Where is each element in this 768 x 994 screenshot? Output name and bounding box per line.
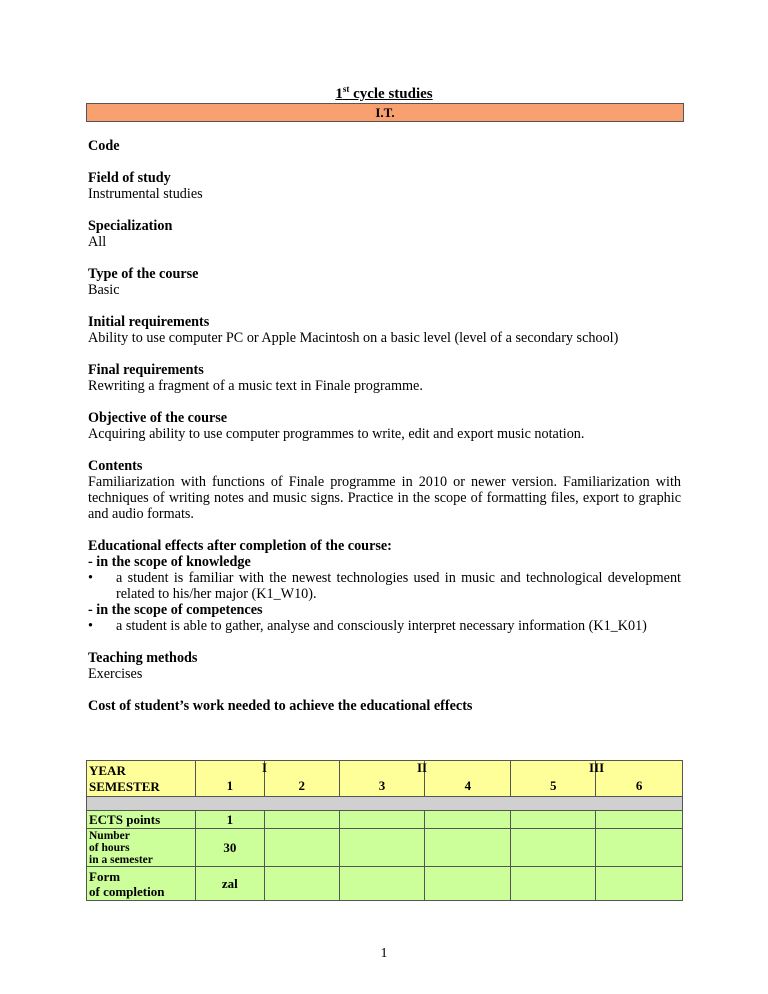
effects-section (88, 538, 681, 634)
separator-row (87, 797, 683, 811)
code-section (88, 138, 681, 154)
row-label: Number of hours in a semester (87, 829, 196, 867)
objective-heading: Objective of the course (88, 410, 228, 426)
methods-section (88, 650, 681, 682)
page-number: 1 (380, 946, 388, 961)
semester-cell: 6 (596, 761, 683, 797)
row-label: Form of completion (87, 867, 196, 901)
semester-cell: 1 (195, 761, 264, 797)
contents-section (88, 458, 681, 522)
semester-cell: 3 (339, 761, 425, 797)
table-cell (264, 811, 339, 829)
competences-heading: - in the scope of competences (88, 602, 263, 618)
table-cell: zal (195, 867, 264, 901)
knowledge-bullet (88, 570, 681, 602)
contents-heading: Contents (88, 458, 143, 474)
table-cell (596, 829, 683, 867)
cost-section (88, 698, 681, 714)
page-title: 1st cycle studies (335, 84, 433, 102)
table-row (87, 867, 683, 901)
bullet-icon: • (88, 618, 93, 634)
semester-cell: 4 (425, 761, 511, 797)
semester-cell: 2 (264, 761, 339, 797)
document-body (88, 138, 681, 730)
table-cell (511, 829, 596, 867)
bullet-icon: • (88, 570, 93, 586)
semester-label: SEMESTER (89, 778, 160, 794)
type-heading: Type of the course (88, 266, 199, 282)
objective-section (88, 410, 681, 442)
subject-banner: I.T. (86, 103, 684, 122)
row-label: ECTS points (87, 811, 196, 829)
final-heading: Final requirements (88, 362, 204, 378)
initial-text: Ability to use computer PC or Apple Macintosh on a basic level (level of a secondary school) (88, 330, 619, 346)
specialization-heading: Specialization (88, 218, 173, 234)
effects-heading: Educational effects after completion of the course: (88, 538, 392, 554)
table-cell (264, 829, 339, 867)
final-text: Rewriting a fragment of a music text in Finale programme. (88, 378, 423, 394)
year-label-ii: II (417, 760, 428, 775)
initial-heading: Initial requirements (88, 314, 210, 330)
methods-heading: Teaching methods (88, 650, 198, 666)
contents-text: Familiarization with functions of Finale programme in 2010 or newer version. Familiarization with techniques of writing notes and music signs. Practice in the scope of formatting files, export to graphic and audio formats. (88, 474, 681, 522)
table-cell (511, 811, 596, 829)
code-heading: Code (88, 138, 120, 154)
table-cell (339, 867, 425, 901)
initial-section (88, 314, 681, 346)
table-cell: 1 (195, 811, 264, 829)
year-label: YEAR (89, 762, 126, 778)
table-cell (596, 867, 683, 901)
table-cell (596, 811, 683, 829)
table-cell (425, 811, 511, 829)
competences-bullet-text: a student is able to gather, analyse and consciously interpret necessary information (K1_K01) (116, 618, 647, 634)
table-row (87, 811, 683, 829)
field-section (88, 170, 681, 202)
type-text: Basic (88, 282, 120, 298)
table-cell (425, 829, 511, 867)
objective-text: Acquiring ability to use computer programmes to write, edit and export music notation. (88, 426, 585, 442)
competences-bullet (88, 618, 681, 634)
table-cell (339, 829, 425, 867)
field-heading: Field of study (88, 170, 171, 186)
table-cell: 30 (195, 829, 264, 867)
year-label-iii: III (589, 760, 605, 775)
year-label-i: I (262, 760, 268, 775)
specialization-section (88, 218, 681, 250)
methods-text: Exercises (88, 666, 143, 682)
ects-table (86, 760, 683, 901)
field-text: Instrumental studies (88, 186, 203, 202)
table-cell (339, 811, 425, 829)
table-cell (511, 867, 596, 901)
table-row (87, 829, 683, 867)
final-section (88, 362, 681, 394)
year-semester-label (87, 761, 196, 797)
knowledge-bullet-text: a student is familiar with the newest technologies used in music and technological development related to his/her major (K1_W10). (116, 570, 681, 602)
table-cell (425, 867, 511, 901)
type-section (88, 266, 681, 298)
knowledge-heading: - in the scope of knowledge (88, 554, 251, 570)
specialization-text: All (88, 234, 107, 250)
table-cell (264, 867, 339, 901)
cost-heading: Cost of student’s work needed to achieve the educational effects (88, 698, 473, 714)
semester-cell: 5 (511, 761, 596, 797)
